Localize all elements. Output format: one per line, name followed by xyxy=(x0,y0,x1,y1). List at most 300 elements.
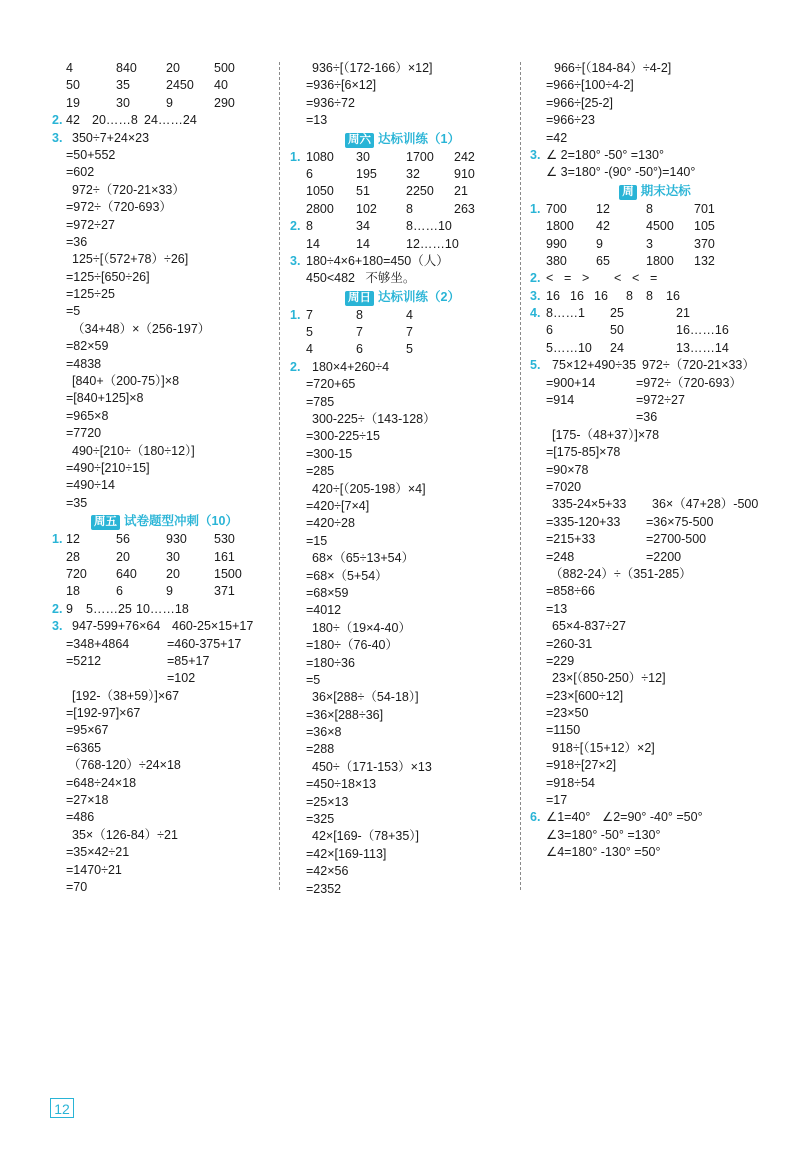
answer-line xyxy=(530,409,780,426)
answer-line xyxy=(52,356,277,373)
section-day-badge: 周 xyxy=(619,185,637,200)
answer-text: 105 xyxy=(694,219,715,234)
answer-text: =486 xyxy=(66,810,95,825)
answer-text: =5212 xyxy=(66,653,102,668)
answer-text: =300-15 xyxy=(306,446,353,461)
section-heading xyxy=(52,512,277,531)
answer-line xyxy=(290,324,515,341)
answer-text: 2250 xyxy=(406,184,434,199)
answer-line xyxy=(530,601,780,618)
answer-line xyxy=(52,757,277,774)
answer-line xyxy=(530,112,780,129)
answer-line xyxy=(530,566,780,583)
answer-text: =90×78 xyxy=(546,462,589,477)
answer-text: ∠3=180° -50° =130° xyxy=(546,827,661,842)
answer-column-2 xyxy=(290,60,515,898)
answer-line xyxy=(530,670,780,687)
answer-line xyxy=(52,792,277,809)
question-number: 2. xyxy=(530,271,541,286)
answer-text: 68×（65÷13+54） xyxy=(312,551,415,566)
answer-text: 8 xyxy=(406,201,413,216)
answer-line xyxy=(290,776,515,793)
answer-line xyxy=(52,321,277,338)
answer-line xyxy=(290,724,515,741)
answer-text: 490÷[210÷（180÷12）] xyxy=(72,443,195,458)
section-day-badge: 周日 xyxy=(345,291,374,306)
answer-text: =6365 xyxy=(66,740,102,755)
answer-line xyxy=(290,863,515,880)
answer-line xyxy=(290,759,515,776)
answer-line xyxy=(530,444,780,461)
answer-line xyxy=(52,653,277,670)
answer-line xyxy=(290,550,515,567)
answer-text: =972÷27 xyxy=(636,393,685,408)
answer-text: > xyxy=(582,271,590,286)
answer-line xyxy=(52,217,277,234)
answer-text: 20 xyxy=(116,549,130,564)
question-number: 2. xyxy=(290,359,301,374)
answer-text: =648÷24×18 xyxy=(66,775,137,790)
answer-line xyxy=(530,618,780,635)
answer-text: 12 xyxy=(596,201,610,216)
answer-line xyxy=(290,481,515,498)
answer-text: =125÷25 xyxy=(66,287,115,302)
answer-text: =180÷36 xyxy=(306,655,355,670)
answer-text: 350÷7+24×23 xyxy=(72,130,150,145)
answer-line xyxy=(290,183,515,200)
answer-text: =965×8 xyxy=(66,408,109,423)
answer-text: =82×59 xyxy=(66,339,109,354)
answer-text: =858÷66 xyxy=(546,584,595,599)
answer-text: 2800 xyxy=(306,201,334,216)
answer-text: （34+48）×（256-197） xyxy=(72,321,211,336)
answer-text: 20……8 xyxy=(92,113,138,128)
question-number: 1. xyxy=(290,307,301,322)
answer-line xyxy=(52,408,277,425)
answer-text: =[192-97]×67 xyxy=(66,706,141,721)
answer-text: 500 xyxy=(214,61,235,75)
answer-text: 180÷（19×4-40） xyxy=(312,620,411,635)
answer-line xyxy=(52,164,277,181)
answer-line xyxy=(52,182,277,199)
answer-line xyxy=(290,828,515,845)
answer-text: 34 xyxy=(356,219,370,234)
answer-text: =4012 xyxy=(306,603,342,618)
answer-line xyxy=(530,427,780,444)
answer-text: =125÷[650÷26] xyxy=(66,269,150,284)
answer-text: 1800 xyxy=(546,219,574,234)
answer-line xyxy=(290,270,515,287)
answer-text: 16 xyxy=(546,288,560,303)
answer-text: 13……14 xyxy=(676,340,729,355)
answer-line xyxy=(290,672,515,689)
answer-line xyxy=(290,359,515,376)
answer-text: =[840+125]×8 xyxy=(66,391,144,406)
answer-line xyxy=(530,514,780,531)
answer-text: 1700 xyxy=(406,149,434,164)
answer-line xyxy=(530,809,780,826)
answer-text: 8 xyxy=(626,288,633,303)
answer-line xyxy=(52,705,277,722)
answer-text: 50 xyxy=(66,78,80,93)
answer-text: 6 xyxy=(116,584,123,599)
answer-line xyxy=(290,811,515,828)
answer-text: 161 xyxy=(214,549,235,564)
answer-text: 10……18 xyxy=(136,601,189,616)
answer-text: =966÷23 xyxy=(546,113,595,128)
answer-text: 16 xyxy=(594,288,608,303)
answer-line xyxy=(530,218,780,235)
answer-text: 50 xyxy=(610,323,624,338)
answer-text: 21 xyxy=(676,306,690,321)
answer-text: 24……24 xyxy=(144,113,197,128)
answer-text: 75×12+490÷35 xyxy=(552,358,637,373)
answer-text: =936÷[6×12] xyxy=(306,78,377,93)
answer-text: 972÷（720-21×33） xyxy=(642,358,755,373)
answer-text: =229 xyxy=(546,653,575,668)
answer-line xyxy=(290,498,515,515)
answer-line xyxy=(530,531,780,548)
answer-line xyxy=(530,740,780,757)
answer-line xyxy=(530,305,780,322)
answer-line xyxy=(290,741,515,758)
section-title: 试卷题型冲刺（10） xyxy=(124,514,238,529)
answer-text: 2450 xyxy=(166,78,194,93)
answer-line xyxy=(530,844,780,861)
answer-text: 32 xyxy=(406,166,420,181)
answer-text: =335-120+33 xyxy=(546,514,621,529)
answer-line xyxy=(290,149,515,166)
answer-line xyxy=(530,775,780,792)
answer-text: ∠2=90° -40° =50° xyxy=(602,810,703,825)
answer-text: 8 xyxy=(646,288,653,303)
answer-text: 35 xyxy=(116,78,130,93)
answer-text: =180÷（76-40） xyxy=(306,638,398,653)
answer-line xyxy=(530,77,780,94)
answer-line xyxy=(52,60,277,77)
answer-text: 42×[169-（78+35）] xyxy=(312,829,420,844)
answer-text: =966÷[100÷4-2] xyxy=(546,78,634,93)
answer-text: 380 xyxy=(546,253,567,268)
answer-line xyxy=(530,253,780,270)
answer-text: 300-225÷（143-128） xyxy=(312,412,436,427)
answer-text: 8 xyxy=(646,201,653,216)
answer-line xyxy=(52,443,277,460)
answer-text: 460-25×15+17 xyxy=(172,619,254,634)
answer-text: =36 xyxy=(636,410,658,425)
answer-text: < xyxy=(546,271,554,286)
answer-text: 4500 xyxy=(646,219,674,234)
answer-text: 30 xyxy=(116,95,130,110)
section-heading xyxy=(290,130,515,149)
answer-text: =972÷27 xyxy=(66,217,115,232)
section-day-badge: 周六 xyxy=(345,133,374,148)
answer-line xyxy=(52,373,277,390)
answer-text: =918÷[27×2] xyxy=(546,758,617,773)
question-number: 1. xyxy=(530,201,541,216)
answer-text: ∠4=180° -130° =50° xyxy=(546,845,661,860)
answer-line xyxy=(530,357,780,374)
answer-line xyxy=(290,707,515,724)
answer-text: 4 xyxy=(66,61,73,75)
answer-text: =36×75-500 xyxy=(646,514,714,529)
answer-line xyxy=(52,688,277,705)
answer-text: 16 xyxy=(666,288,680,303)
question-number: 4. xyxy=(530,306,541,321)
answer-text: =4838 xyxy=(66,356,102,371)
answer-text: 42 xyxy=(66,113,80,128)
answer-line xyxy=(290,585,515,602)
answer-line xyxy=(52,338,277,355)
answer-line xyxy=(290,95,515,112)
answer-text: < xyxy=(632,271,640,286)
answer-text: 65 xyxy=(596,253,610,268)
answer-text: =15 xyxy=(306,533,328,548)
answer-text: 9 xyxy=(66,601,73,616)
answer-text: =36×[288÷36] xyxy=(306,707,384,722)
answer-line xyxy=(530,827,780,844)
answer-text: =36×8 xyxy=(306,725,342,740)
answer-text: 5 xyxy=(406,342,413,357)
answer-text: 263 xyxy=(454,201,475,216)
answer-text: =460-375+17 xyxy=(167,636,242,651)
answer-line xyxy=(290,881,515,898)
answer-text: 180×4+260÷4 xyxy=(312,359,390,374)
question-number: 3. xyxy=(530,147,541,162)
answer-line xyxy=(530,549,780,566)
answer-text: 910 xyxy=(454,166,475,181)
answer-text: 9 xyxy=(166,95,173,110)
answer-text: =27×18 xyxy=(66,793,109,808)
answer-line xyxy=(530,688,780,705)
answer-text: 700 xyxy=(546,201,567,216)
answer-line xyxy=(290,846,515,863)
answer-text: 1050 xyxy=(306,184,334,199)
answer-line xyxy=(52,618,277,635)
question-number: 3. xyxy=(530,288,541,303)
answer-line xyxy=(52,844,277,861)
answer-line xyxy=(52,495,277,512)
answer-text: 40 xyxy=(214,78,228,93)
answer-text: 4 xyxy=(406,307,413,322)
answer-text: 966÷[（184-84）÷4-2] xyxy=(554,61,672,75)
answer-line xyxy=(290,428,515,445)
answer-text: =972÷（720-693） xyxy=(66,200,172,215)
answer-text: =785 xyxy=(306,394,335,409)
answer-text: =17 xyxy=(546,793,568,808)
answer-text: =7720 xyxy=(66,426,102,441)
answer-text: =68×59 xyxy=(306,585,349,600)
answer-line xyxy=(530,757,780,774)
answer-text: =325 xyxy=(306,812,335,827)
answer-line xyxy=(530,705,780,722)
answer-text: =972÷（720-693） xyxy=(636,375,742,390)
answer-text: 180÷4×6+180=450（人） xyxy=(306,253,449,268)
answer-line xyxy=(290,236,515,253)
answer-line xyxy=(52,147,277,164)
section-heading xyxy=(290,288,515,307)
answer-column-3 xyxy=(530,60,780,862)
answer-text: 8……10 xyxy=(406,219,452,234)
answer-line xyxy=(530,496,780,513)
answer-text: 36×[288÷（54-18）] xyxy=(312,690,419,705)
answer-line xyxy=(52,77,277,94)
answer-line xyxy=(52,775,277,792)
answer-line xyxy=(530,636,780,653)
answer-line xyxy=(52,636,277,653)
answer-text: 8 xyxy=(356,307,363,322)
answer-text: 371 xyxy=(214,584,235,599)
section-day-badge: 周五 xyxy=(91,515,120,530)
answer-text: = xyxy=(650,271,658,286)
answer-line xyxy=(52,827,277,844)
answer-text: 530 xyxy=(214,532,235,547)
answer-text: 640 xyxy=(116,566,137,581)
answer-text: =720+65 xyxy=(306,377,356,392)
answer-text: 9 xyxy=(596,236,603,251)
answer-text: 1800 xyxy=(646,253,674,268)
answer-text: =1470÷21 xyxy=(66,862,122,877)
answer-text: 12 xyxy=(66,532,80,547)
answer-line xyxy=(530,375,780,392)
answer-text: =420÷[7×4] xyxy=(306,498,370,513)
answer-line xyxy=(52,112,277,129)
answer-line xyxy=(530,60,780,77)
question-number: 6. xyxy=(530,810,541,825)
answer-text: =23×50 xyxy=(546,706,589,721)
answer-text: 6 xyxy=(306,166,313,181)
answer-text: =42 xyxy=(546,130,568,145)
answer-text: 51 xyxy=(356,184,370,199)
answer-line xyxy=(290,394,515,411)
answer-line xyxy=(52,269,277,286)
answer-text: =918÷54 xyxy=(546,775,595,790)
answer-text: 20 xyxy=(166,61,180,75)
answer-line xyxy=(290,253,515,270)
answer-text: [192-（38+59）]×67 xyxy=(72,688,180,703)
question-number: 3. xyxy=(290,253,301,268)
answer-text: =900+14 xyxy=(546,375,596,390)
answer-line xyxy=(52,390,277,407)
answer-text: =23×[600÷12] xyxy=(546,688,624,703)
answer-text: =7020 xyxy=(546,479,582,494)
answer-text: =1150 xyxy=(546,723,581,738)
answer-line xyxy=(52,286,277,303)
answer-text: 1500 xyxy=(214,566,242,581)
answer-text: 30 xyxy=(356,149,370,164)
answer-line xyxy=(52,303,277,320)
answer-text: 450<482 不够坐。 xyxy=(306,271,416,286)
answer-text: 21 xyxy=(454,184,468,199)
answer-line xyxy=(52,549,277,566)
answer-line xyxy=(530,792,780,809)
answer-text: ∠ 2=180° -50° =130° xyxy=(546,147,664,162)
answer-line xyxy=(530,653,780,670)
answer-text: 125÷[（572+78）÷26] xyxy=(72,252,189,267)
answer-text: [840+（200-75）]×8 xyxy=(72,374,180,389)
answer-line xyxy=(52,566,277,583)
answer-line xyxy=(290,60,515,77)
answer-text: =420÷28 xyxy=(306,516,355,531)
answer-text: 14 xyxy=(306,236,320,251)
question-number: 1. xyxy=(290,149,301,164)
answer-line xyxy=(52,740,277,757)
answer-text: 930 xyxy=(166,532,187,547)
answer-text: 7 xyxy=(406,325,413,340)
answer-line xyxy=(290,77,515,94)
answer-line xyxy=(290,341,515,358)
answer-text: =260-31 xyxy=(546,636,593,651)
answer-line xyxy=(52,601,277,618)
answer-text: 28 xyxy=(66,549,80,564)
answer-text: =248 xyxy=(546,549,575,564)
answer-text: 335-24×5+33 xyxy=(552,497,627,512)
answer-line xyxy=(530,147,780,164)
question-number: 2. xyxy=(52,113,63,128)
answer-line xyxy=(290,602,515,619)
answer-text: 972÷（720-21×33） xyxy=(72,182,185,197)
answer-text: =602 xyxy=(66,165,95,180)
answer-line xyxy=(530,288,780,305)
answer-text: =215+33 xyxy=(546,532,596,547)
answer-line xyxy=(530,201,780,218)
answer-text: 720 xyxy=(66,566,87,581)
answer-line xyxy=(290,446,515,463)
section-title: 期末达标 xyxy=(640,183,691,198)
answer-line xyxy=(290,655,515,672)
answer-text: 450÷（171-153）×13 xyxy=(312,759,432,774)
answer-text: 918÷[（15+12）×2] xyxy=(552,740,655,755)
answer-text: 36×（47+28）-500 xyxy=(652,497,759,512)
answer-text: =914 xyxy=(546,393,575,408)
answer-text: 16……16 xyxy=(676,323,729,338)
answer-text: 14 xyxy=(356,236,370,251)
answer-text: 7 xyxy=(356,325,363,340)
answer-text: =348+4864 xyxy=(66,636,130,651)
answer-text: = xyxy=(564,271,572,286)
answer-text: =70 xyxy=(66,879,88,894)
answer-text: 420÷[（205-198）×4] xyxy=(312,481,426,496)
answer-line xyxy=(290,411,515,428)
section-title: 达标训练（2） xyxy=(378,289,460,304)
answer-text: 195 xyxy=(356,166,377,181)
answer-text: 947-599+76×64 xyxy=(72,619,161,634)
answer-text: 56 xyxy=(116,532,130,547)
answer-text: 19 xyxy=(66,95,80,110)
answer-line xyxy=(52,425,277,442)
answer-line xyxy=(290,568,515,585)
answer-text: 35×（126-84）÷21 xyxy=(72,827,178,842)
answer-line xyxy=(290,201,515,218)
answer-text: 30 xyxy=(166,549,180,564)
answer-text: =95×67 xyxy=(66,723,109,738)
answer-line xyxy=(530,270,780,287)
answer-text: 701 xyxy=(694,201,715,216)
answer-text: ∠1=40° xyxy=(546,810,591,825)
answer-line xyxy=(530,583,780,600)
answer-text: =102 xyxy=(167,671,196,686)
answer-text: 18 xyxy=(66,584,80,599)
answer-text: =288 xyxy=(306,742,335,757)
answer-text: =42×56 xyxy=(306,864,349,879)
answer-text: 12……10 xyxy=(406,236,459,251)
answer-line xyxy=(290,637,515,654)
answer-text: 5……10 xyxy=(546,340,592,355)
answer-line xyxy=(530,479,780,496)
answer-line xyxy=(52,809,277,826)
answer-text: =2352 xyxy=(306,881,342,896)
answer-line xyxy=(530,392,780,409)
